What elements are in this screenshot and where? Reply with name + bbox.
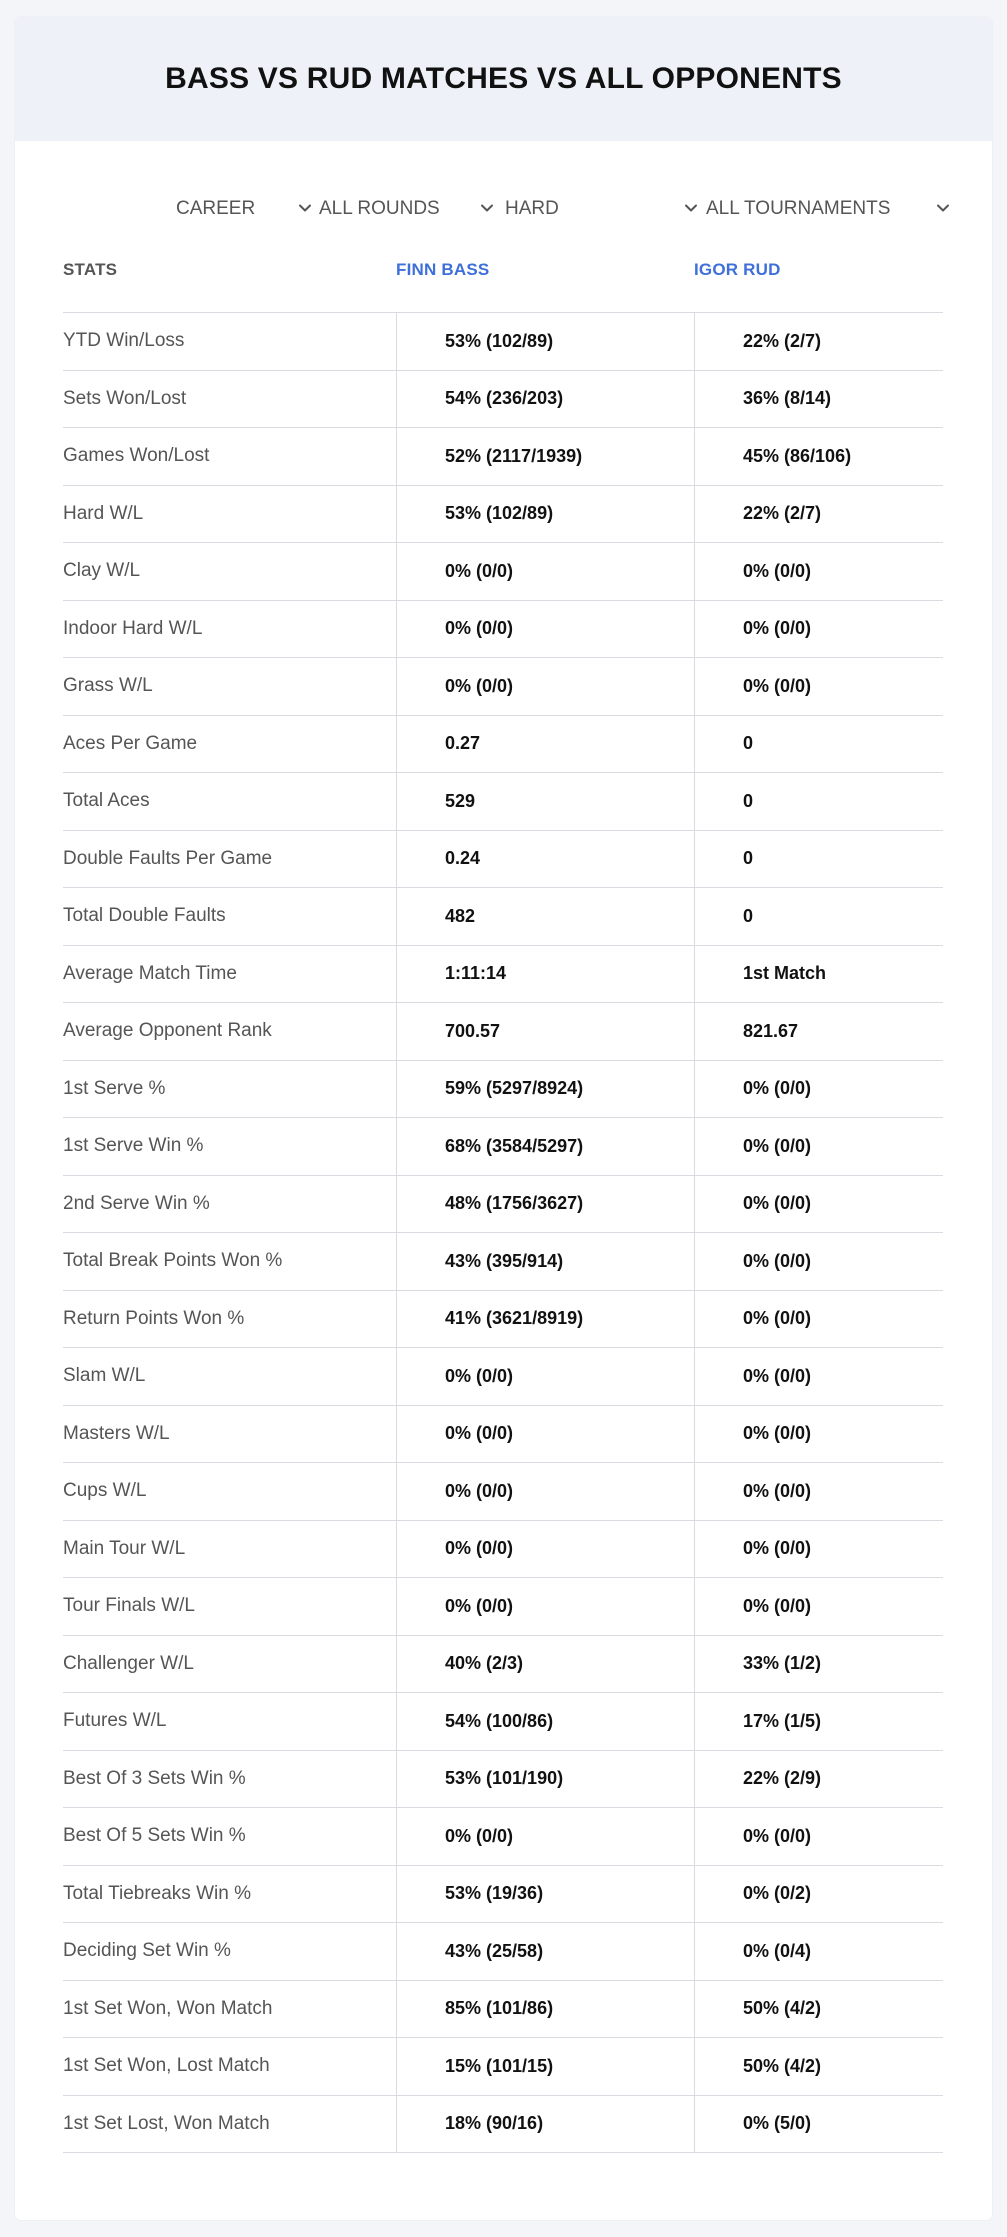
table-row	[63, 888, 943, 946]
table-row	[63, 1233, 943, 1291]
stat-label: 1st Serve Win %	[63, 1135, 204, 1157]
player2-value: 0% (0/0)	[694, 1463, 943, 1520]
player1-value: 54% (236/203)	[396, 371, 694, 428]
player2-value: 0	[694, 773, 943, 830]
chevron-down-icon	[479, 200, 495, 216]
player1-value: 48% (1756/3627)	[396, 1176, 694, 1233]
player1-value: 18% (90/16)	[396, 2096, 694, 2153]
surface-filter-value: HARD	[505, 198, 559, 219]
player2-value: 45% (86/106)	[694, 428, 943, 485]
table-row	[63, 1406, 943, 1464]
period-filter[interactable]	[176, 189, 316, 229]
stats-card	[15, 17, 992, 2220]
table-row	[63, 773, 943, 831]
table-row	[63, 1751, 943, 1809]
table-row	[63, 658, 943, 716]
stat-label: Total Tiebreaks Win %	[63, 1882, 251, 1904]
table-row	[63, 1693, 943, 1751]
player2-value: 0% (0/0)	[694, 1348, 943, 1405]
player2-value: 0% (0/0)	[694, 1406, 943, 1463]
stat-label: Clay W/L	[63, 560, 141, 582]
player2-value: 22% (2/9)	[694, 1751, 943, 1808]
player1-value: 482	[396, 888, 694, 945]
stat-label: Futures W/L	[63, 1710, 167, 1732]
stat-label: Cups W/L	[63, 1480, 147, 1502]
stat-label: Hard W/L	[63, 502, 144, 524]
chevron-down-icon	[297, 200, 313, 216]
stat-label: Indoor Hard W/L	[63, 617, 203, 639]
player1-value: 0% (0/0)	[396, 1348, 694, 1405]
stat-label: Tour Finals W/L	[63, 1595, 195, 1617]
player1-value: 53% (102/89)	[396, 486, 694, 543]
player1-value: 43% (25/58)	[396, 1923, 694, 1980]
player1-link[interactable]: FINN BASS	[396, 260, 490, 279]
player1-value: 43% (395/914)	[396, 1233, 694, 1290]
player2-value: 0% (0/0)	[694, 1578, 943, 1635]
table-body	[63, 313, 943, 2153]
player1-value: 59% (5297/8924)	[396, 1061, 694, 1118]
stat-label: 1st Serve %	[63, 1077, 166, 1099]
player1-value: 0.24	[396, 831, 694, 888]
player1-value: 0% (0/0)	[396, 543, 694, 600]
table-row	[63, 831, 943, 889]
player1-value: 0% (0/0)	[396, 1463, 694, 1520]
rounds-filter-value: ALL ROUNDS	[319, 198, 440, 219]
table-row	[63, 1578, 943, 1636]
stat-label: Games Won/Lost	[63, 445, 210, 467]
player2-value: 22% (2/7)	[694, 313, 943, 370]
table-row	[63, 1463, 943, 1521]
table-header	[63, 243, 943, 313]
table-row	[63, 1636, 943, 1694]
player1-value: 529	[396, 773, 694, 830]
table-row	[63, 543, 943, 601]
stat-label: Total Double Faults	[63, 905, 226, 927]
table-row	[63, 371, 943, 429]
stat-label: Double Faults Per Game	[63, 847, 273, 869]
stat-label: Deciding Set Win %	[63, 1940, 231, 1962]
player2-value: 0% (0/0)	[694, 1808, 943, 1865]
table-row	[63, 601, 943, 659]
stat-label: Main Tour W/L	[63, 1537, 186, 1559]
player1-value: 54% (100/86)	[396, 1693, 694, 1750]
player1-value: 68% (3584/5297)	[396, 1118, 694, 1175]
player2-value: 0% (0/0)	[694, 658, 943, 715]
stat-label: Average Opponent Rank	[63, 1020, 272, 1042]
player2-value: 1st Match	[694, 946, 943, 1003]
player1-value: 40% (2/3)	[396, 1636, 694, 1693]
player2-value: 17% (1/5)	[694, 1693, 943, 1750]
player1-value: 53% (102/89)	[396, 313, 694, 370]
player2-value: 0% (0/0)	[694, 601, 943, 658]
stat-label: Aces Per Game	[63, 732, 198, 754]
stat-label: Return Points Won %	[63, 1307, 245, 1329]
chevron-down-icon	[935, 200, 951, 216]
player2-value: 821.67	[694, 1003, 943, 1060]
player2-value: 0% (0/0)	[694, 1061, 943, 1118]
stat-label: Total Aces	[63, 790, 150, 812]
stat-label: Best Of 3 Sets Win %	[63, 1767, 246, 1789]
stats-column-header: STATS	[63, 260, 118, 279]
player2-value: 0% (0/0)	[694, 543, 943, 600]
player2-value: 0	[694, 716, 943, 773]
player2-value: 36% (8/14)	[694, 371, 943, 428]
card-header	[15, 17, 992, 141]
player1-value: 41% (3621/8919)	[396, 1291, 694, 1348]
stat-label: YTD Win/Loss	[63, 330, 185, 352]
player2-value: 0% (0/0)	[694, 1233, 943, 1290]
table-row	[63, 1291, 943, 1349]
stat-label: Average Match Time	[63, 962, 237, 984]
table-row	[63, 1176, 943, 1234]
player2-value: 0% (0/0)	[694, 1521, 943, 1578]
stat-label: Total Break Points Won %	[63, 1250, 283, 1272]
player2-value: 0% (5/0)	[694, 2096, 943, 2153]
table-row	[63, 1061, 943, 1119]
surface-filter[interactable]	[505, 189, 705, 229]
stat-label: Slam W/L	[63, 1365, 146, 1387]
table-row	[63, 716, 943, 774]
player1-value: 53% (101/190)	[396, 1751, 694, 1808]
period-filter-value: CAREER	[176, 198, 256, 219]
table-row	[63, 1521, 943, 1579]
table-row	[63, 1118, 943, 1176]
stat-label: Masters W/L	[63, 1422, 170, 1444]
page-title: BASS VS RUD MATCHES VS ALL OPPONENTS	[165, 62, 842, 95]
filter-bar	[15, 189, 992, 229]
table-row	[63, 1923, 943, 1981]
player1-value: 0% (0/0)	[396, 1521, 694, 1578]
player1-value: 15% (101/15)	[396, 2038, 694, 2095]
player2-value: 0% (0/0)	[694, 1291, 943, 1348]
player1-value: 0% (0/0)	[396, 1578, 694, 1635]
table-row	[63, 486, 943, 544]
player2-value: 0	[694, 888, 943, 945]
stat-label: 1st Set Won, Won Match	[63, 1997, 273, 2019]
stat-label: 2nd Serve Win %	[63, 1192, 210, 1214]
table-row	[63, 946, 943, 1004]
player1-value: 0.27	[396, 716, 694, 773]
stat-label: Best Of 5 Sets Win %	[63, 1825, 246, 1847]
tournaments-filter-value: ALL TOURNAMENTS	[706, 198, 891, 219]
player2-link[interactable]: IGOR RUD	[694, 260, 781, 279]
rounds-filter[interactable]	[319, 189, 499, 229]
stat-label: Challenger W/L	[63, 1652, 194, 1674]
player1-value: 52% (2117/1939)	[396, 428, 694, 485]
stats-table	[63, 243, 943, 2153]
table-row	[63, 1348, 943, 1406]
tournaments-filter[interactable]	[706, 189, 956, 229]
table-row	[63, 428, 943, 486]
player2-value: 0	[694, 831, 943, 888]
player1-value: 0% (0/0)	[396, 601, 694, 658]
table-row	[63, 1981, 943, 2039]
table-row	[63, 2038, 943, 2096]
player2-value: 22% (2/7)	[694, 486, 943, 543]
table-row	[63, 1808, 943, 1866]
player2-value: 50% (4/2)	[694, 1981, 943, 2038]
player2-value: 0% (0/2)	[694, 1866, 943, 1923]
stat-label: 1st Set Lost, Won Match	[63, 2112, 270, 2134]
chevron-down-icon	[683, 200, 699, 216]
stat-label: 1st Set Won, Lost Match	[63, 2055, 270, 2077]
table-row	[63, 2096, 943, 2154]
player2-value: 0% (0/0)	[694, 1118, 943, 1175]
player2-value: 0% (0/0)	[694, 1176, 943, 1233]
player2-value: 0% (0/4)	[694, 1923, 943, 1980]
table-row	[63, 313, 943, 371]
stat-label: Sets Won/Lost	[63, 387, 187, 409]
stat-label: Grass W/L	[63, 675, 153, 697]
player1-value: 700.57	[396, 1003, 694, 1060]
player1-value: 1:11:14	[396, 946, 694, 1003]
player1-value: 85% (101/86)	[396, 1981, 694, 2038]
player1-value: 0% (0/0)	[396, 1406, 694, 1463]
player1-value: 0% (0/0)	[396, 1808, 694, 1865]
player1-value: 0% (0/0)	[396, 658, 694, 715]
player2-value: 33% (1/2)	[694, 1636, 943, 1693]
player2-value: 50% (4/2)	[694, 2038, 943, 2095]
table-row	[63, 1003, 943, 1061]
player1-value: 53% (19/36)	[396, 1866, 694, 1923]
table-row	[63, 1866, 943, 1924]
